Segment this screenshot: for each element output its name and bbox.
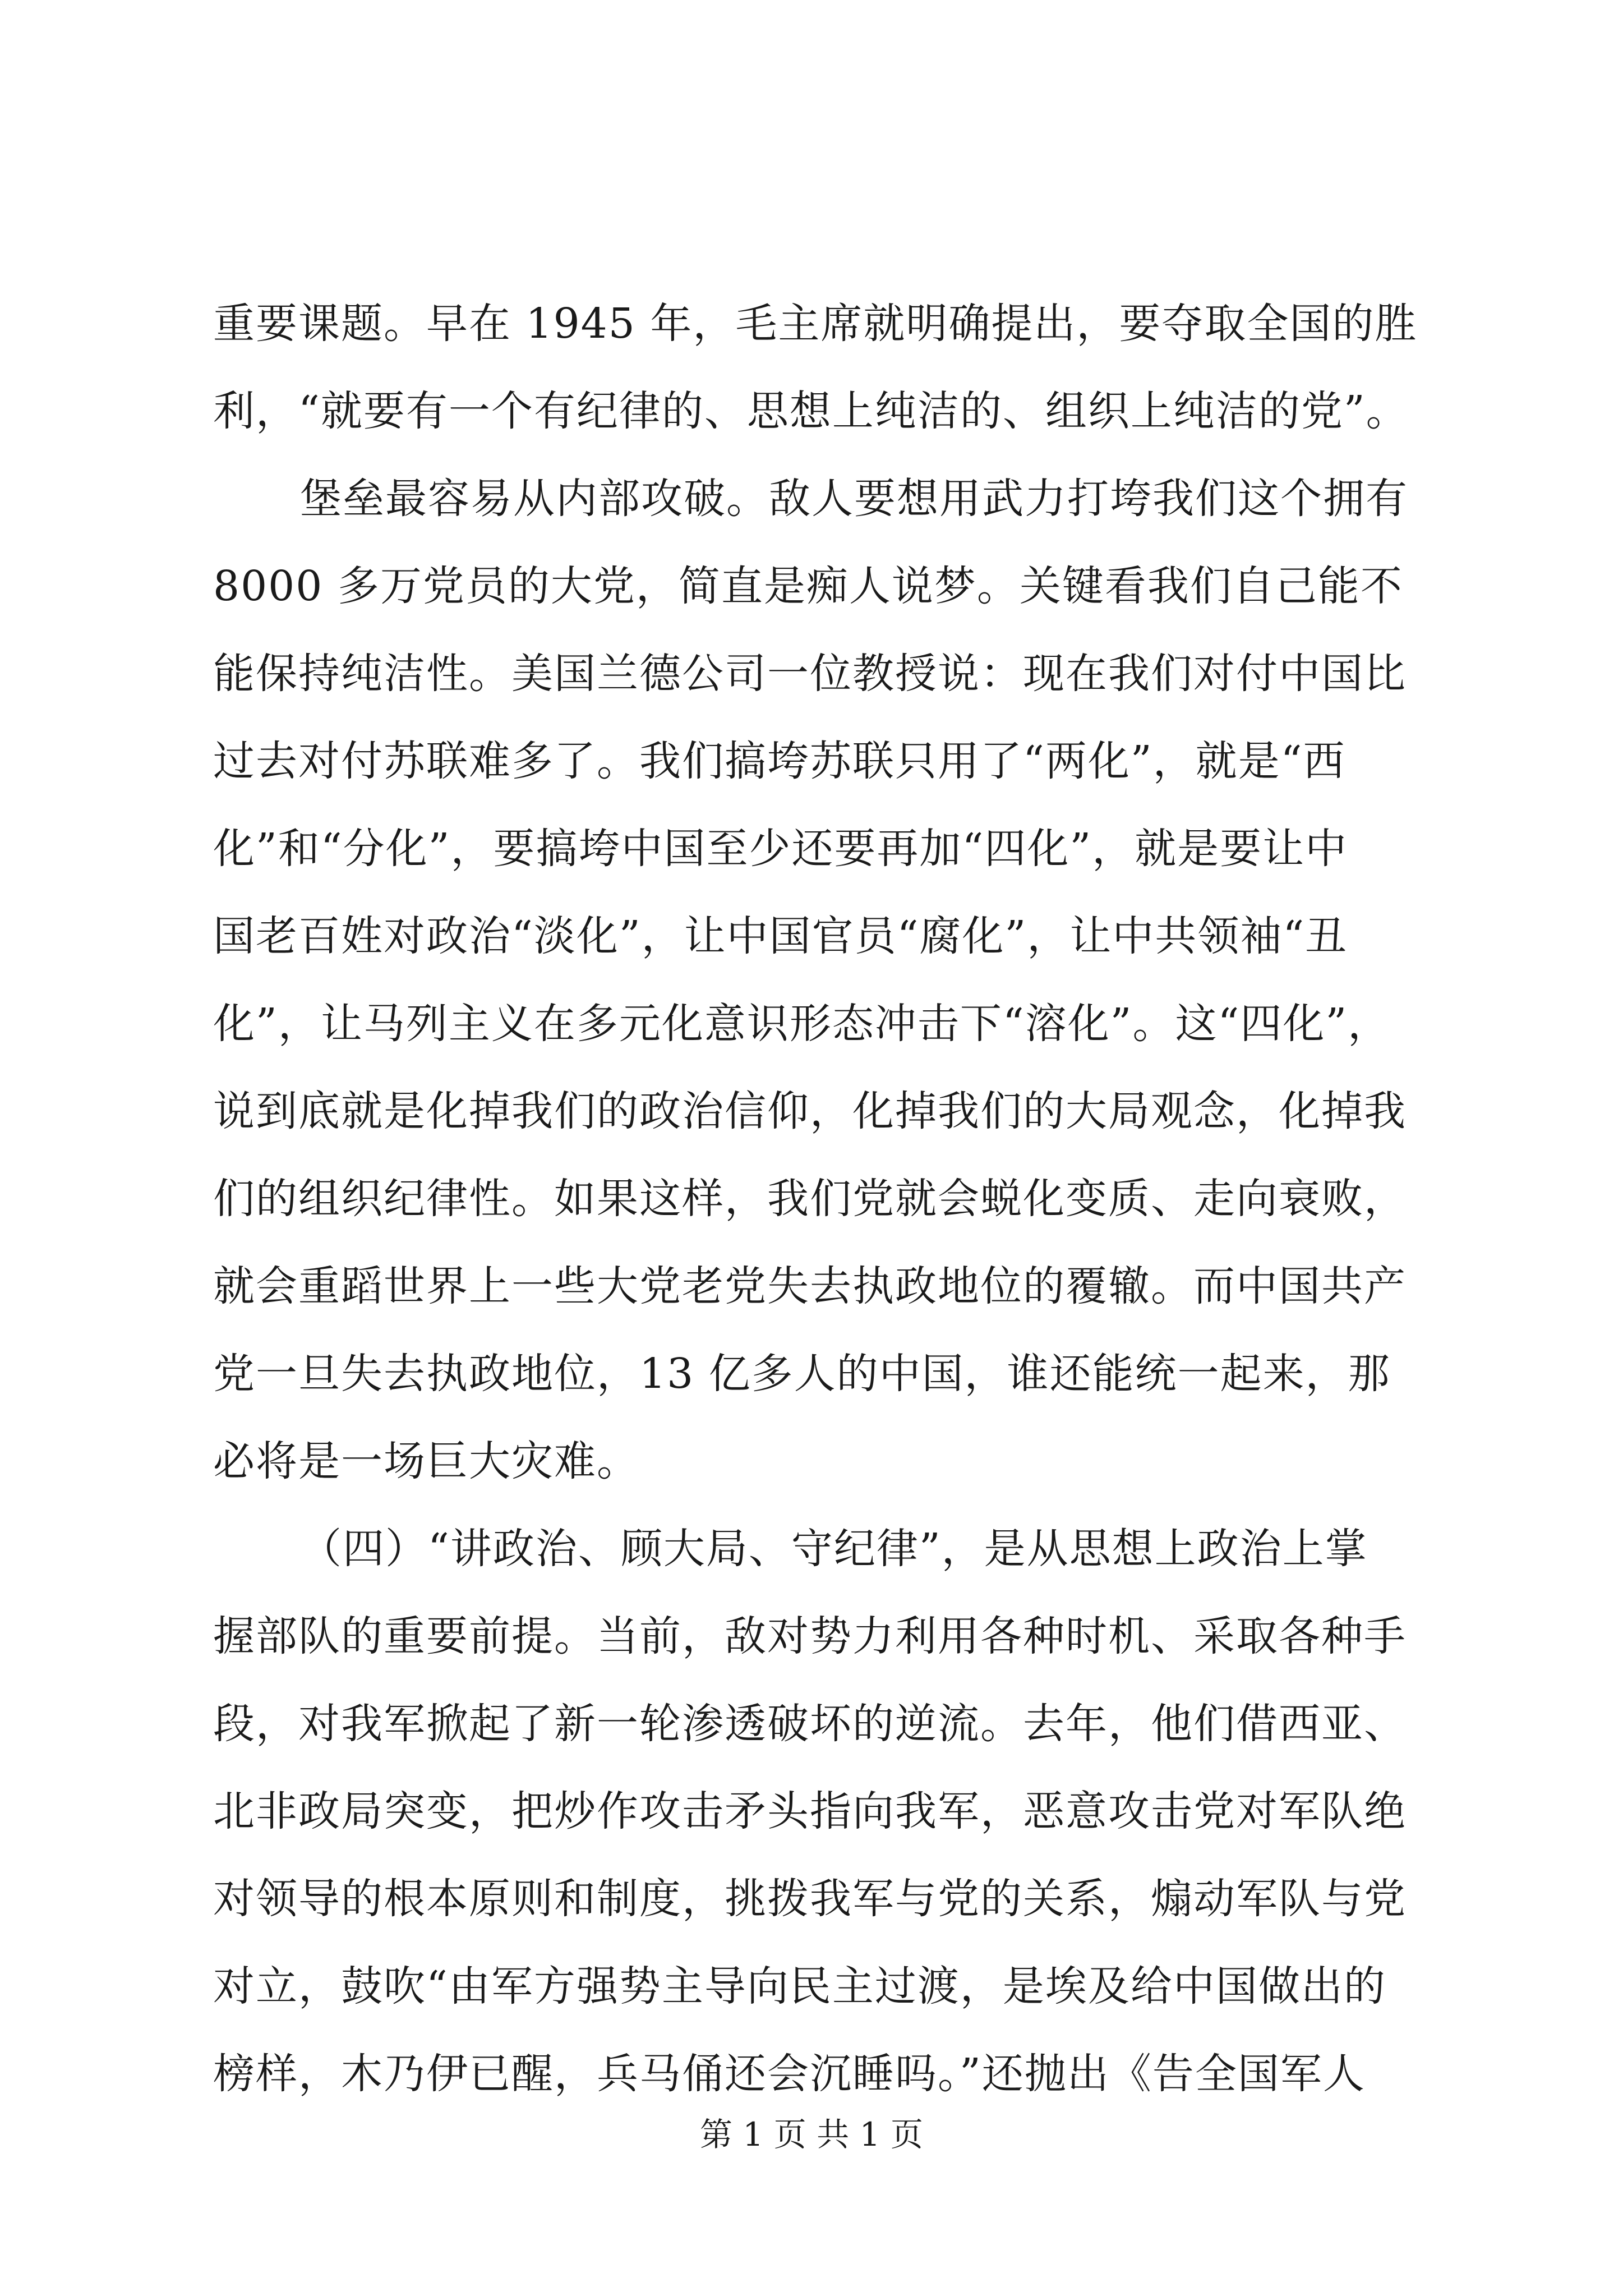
text-line: 党一旦失去执政地位，13 亿多人的中国，谁还能统一起来，那	[213, 1350, 1391, 1398]
paragraph-start-line: （四）“讲政治、顾大局、守纪律”，是从思想上政治上掌	[300, 1525, 1368, 1573]
text-line: 化”，让马列主义在多元化意识形态冲击下“溶化”。这“四化”，	[213, 1000, 1391, 1048]
text-line: 过去对付苏联难多了。我们搞垮苏联只用了“两化”，就是“西	[213, 737, 1346, 785]
text-line: 利，“就要有一个有纪律的、思想上纯洁的、组织上纯洁的党”。	[213, 387, 1409, 435]
text-line: 8000 多万党员的大党，简直是痴人说梦。关键看我们自己能不	[213, 562, 1403, 610]
text-line: 重要课题。早在 1945 年，毛主席就明确提出，要夺取全国的胜	[213, 300, 1418, 348]
text-line: 必将是一场巨大灾难。	[213, 1437, 639, 1485]
text-line: 对领导的根本原则和制度，挑拨我军与党的关系，煽动军队与党	[213, 1875, 1407, 1923]
page-footer: 第 1 页 共 1 页	[700, 2115, 923, 2154]
text-line: 能保持纯洁性。美国兰德公司一位教授说：现在我们对付中国比	[213, 650, 1407, 698]
text-line: 北非政局突变，把炒作攻击矛头指向我军，恶意攻击党对军队绝	[213, 1787, 1407, 1835]
text-line: 段，对我军掀起了新一轮渗透破坏的逆流。去年，他们借西亚、	[213, 1700, 1407, 1748]
text-line: 握部队的重要前提。当前，敌对势力利用各种时机、采取各种手	[213, 1612, 1407, 1660]
text-line: 说到底就是化掉我们的政治信仰，化掉我们的大局观念，化掉我	[213, 1087, 1407, 1135]
text-line: 榜样，木乃伊已醒，兵马俑还会沉睡吗。”还抛出《告全国军人	[213, 2050, 1366, 2098]
text-line: 国老百姓对政治“淡化”，让中国官员“腐化”，让中共领袖“丑	[213, 912, 1348, 960]
text-line: 就会重蹈世界上一些大党老党失去执政地位的覆辙。而中国共产	[213, 1262, 1407, 1310]
text-line: 对立，鼓吹“由军方强势主导向民主过渡，是埃及给中国做出的	[213, 1962, 1386, 2010]
paragraph-start-line: 堡垒最容易从内部攻破。敌人要想用武力打垮我们这个拥有	[300, 475, 1408, 523]
text-line: 化”和“分化”，要搞垮中国至少还要再加“四化”，就是要让中	[213, 825, 1348, 873]
text-line: 们的组织纪律性。如果这样，我们党就会蜕化变质、走向衰败，	[213, 1175, 1407, 1223]
